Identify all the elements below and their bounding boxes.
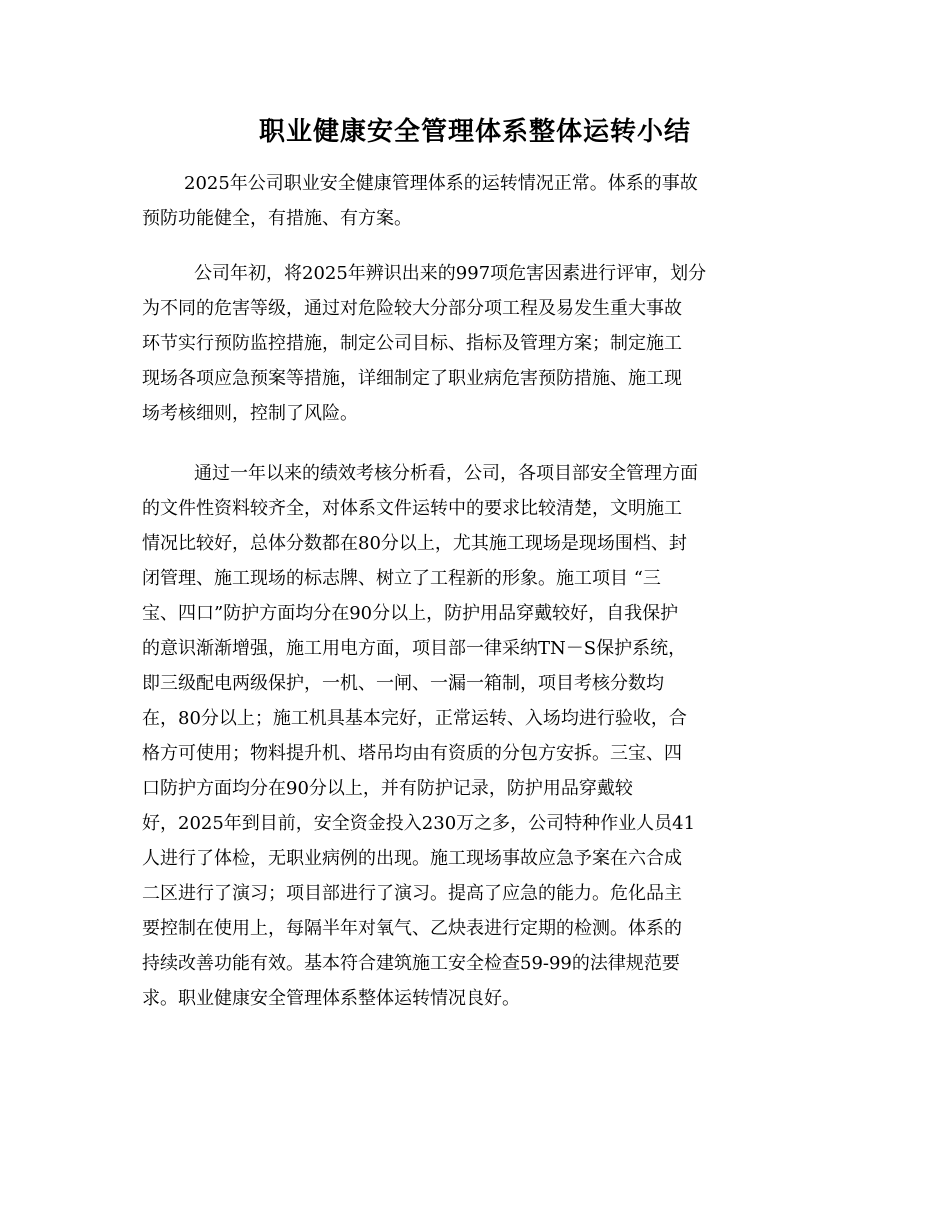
paragraph-3 — [142, 456, 812, 1016]
paragraph-line: 预防功能健全，有措施、有方案。 — [142, 208, 412, 229]
paragraph-1 — [142, 166, 812, 236]
paragraph-line: 格方可使用；物料提升机、塔吊均由有资质的分包方安拆。三宝、四 — [142, 743, 682, 764]
paragraph-line: 通过一年以来的绩效考核分析看，公司，各项目部安全管理方面 — [194, 463, 698, 484]
paragraph-line: 场考核细则，控制了风险。 — [142, 403, 358, 424]
paragraph-line: 求。职业健康安全管理体系整体运转情况良好。 — [142, 988, 520, 1009]
paragraph-line: 宝、四口”防护方面均分在90分以上，防护用品穿戴较好，自我保护 — [142, 603, 679, 624]
paragraph-line: 情况比较好，总体分数都在80分以上，尤其施工现场是现场围档、封 — [142, 533, 687, 554]
paragraph-line: 环节实行预防监控措施，制定公司目标、指标及管理方案；制定施工 — [142, 333, 682, 354]
paragraph-line: 要控制在使用上，每隔半年对氧气、乙炔表进行定期的检测。体系的 — [142, 918, 682, 939]
paragraph-line: 口防护方面均分在90分以上，并有防护记录，防护用品穿戴较 — [142, 778, 633, 799]
paragraph-line: 人进行了体检，无职业病例的出现。施工现场事故应急予案在六合成 — [142, 848, 682, 869]
paragraph-line: 的意识渐渐增强，施工用电方面，项目部一律采纳TN－S保护系统， — [142, 638, 687, 659]
paragraph-line: 二区进行了演习；项目部进行了演习。提高了应急的能力。危化品主 — [142, 883, 682, 904]
paragraph-line: 为不同的危害等级，通过对危险较大分部分项工程及易发生重大事故 — [142, 298, 682, 319]
paragraph-line: 即三级配电两级保护，一机、一闸、一漏一箱制，项目考核分数均 — [142, 673, 664, 694]
paragraph-2 — [142, 256, 812, 431]
paragraph-line: 2025年公司职业安全健康管理体系的运转情况正常。体系的事故 — [184, 173, 698, 194]
paragraph-line: 公司年初，将2025年辨识出来的997项危害因素进行评审，划分 — [194, 263, 707, 284]
paragraph-line: 的文件性资料较齐全，对体系文件运转中的要求比较清楚，文明施工 — [142, 498, 682, 519]
paragraph-line: 闭管理、施工现场的标志牌、树立了工程新的形象。施工项目 “三 — [142, 568, 661, 589]
document-title: 职业健康安全管理体系整体运转小结 — [258, 117, 691, 147]
paragraph-line: 持续改善功能有效。基本符合建筑施工安全检查59-99的法律规范要 — [142, 953, 680, 974]
paragraph-line: 好，2025年到目前，安全资金投入230万之多，公司特种作业人员41 — [142, 813, 696, 834]
paragraph-line: 现场各项应急预案等措施，详细制定了职业病危害预防措施、施工现 — [142, 368, 682, 389]
paragraph-line: 在，80分以上；施工机具基本完好，正常运转、入场均进行验收，合 — [142, 708, 687, 729]
